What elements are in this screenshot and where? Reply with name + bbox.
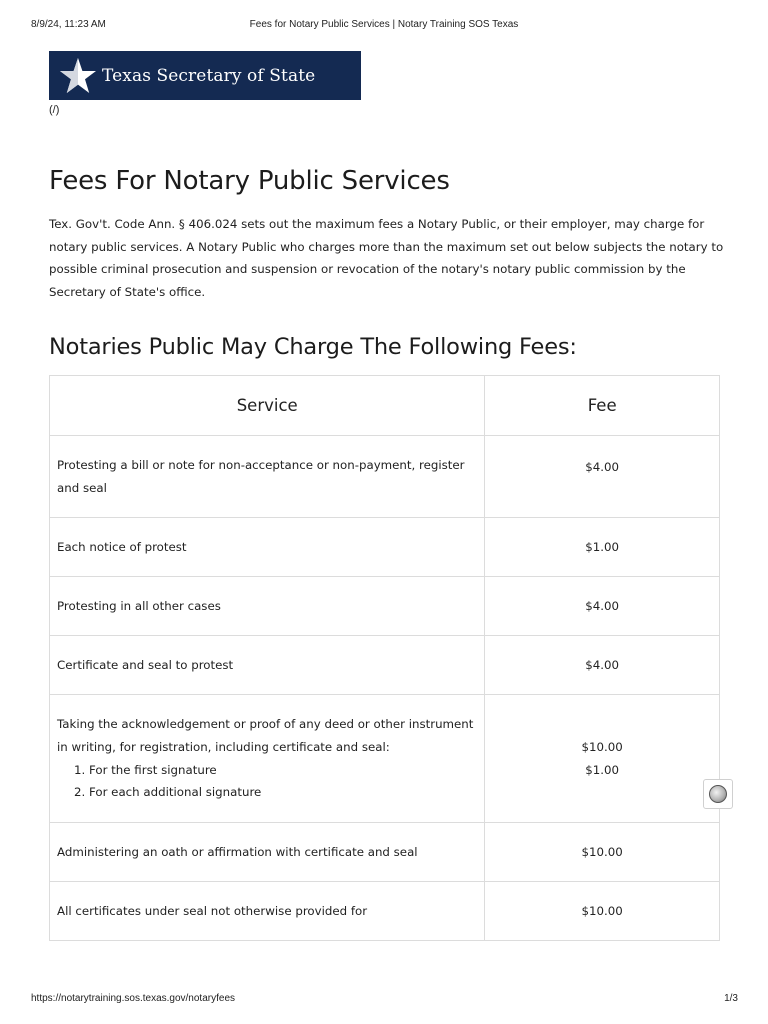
- service-cell: Administering an oath or affirmation with certificate and seal: [50, 823, 485, 882]
- table-header-row: [50, 376, 720, 436]
- print-datetime: 8/9/24, 11:23 AM: [31, 19, 106, 30]
- site-logo-text: Texas Secretary of State: [102, 65, 316, 86]
- signature-list: [57, 759, 477, 804]
- service-text: Taking the acknowledgement or proof of any deed or other instrument in writing, for registration, including certificate and seal:: [57, 717, 474, 754]
- service-cell: Protesting in all other cases: [50, 577, 485, 636]
- site-logo-banner[interactable]: [49, 51, 361, 100]
- fee-cell: [485, 695, 720, 823]
- service-cell: All certificates under seal not otherwise provided for: [50, 882, 485, 941]
- table-row: [50, 695, 720, 823]
- table-row: [50, 882, 720, 941]
- fee-additional-signature: $1.00: [585, 762, 620, 777]
- circle-icon: [709, 785, 727, 803]
- list-item: 2. For each additional signature: [89, 781, 477, 804]
- fee-cell: $4.00: [485, 636, 720, 695]
- scroll-to-top-button[interactable]: [703, 779, 733, 809]
- fee-cell: $4.00: [485, 436, 720, 518]
- header-fee: Fee: [485, 376, 720, 436]
- page-title: Fees For Notary Public Services: [49, 166, 450, 196]
- service-cell: Certificate and seal to protest: [50, 636, 485, 695]
- intro-paragraph: Tex. Gov't. Code Ann. § 406.024 sets out the maximum fees a Notary Public, or their employer, may charge for notary public services. A Notary Public who charges more than the maximum set out below subjects the notary to possible criminal prosecution and suspension or revocation of the notary's notary public commission by the Secretary of State's office.: [49, 217, 724, 299]
- table-row: [50, 518, 720, 577]
- table-row: [50, 823, 720, 882]
- table-row: [50, 436, 720, 518]
- list-item: 1. For the first signature: [89, 759, 477, 782]
- fee-cell: $4.00: [485, 577, 720, 636]
- fees-table: [49, 375, 720, 941]
- print-doc-title: Fees for Notary Public Services | Notary Training SOS Texas: [249, 19, 519, 30]
- home-link[interactable]: (/): [49, 104, 60, 116]
- service-cell: [50, 695, 485, 823]
- section-title: Notaries Public May Charge The Following Fees:: [49, 334, 577, 360]
- print-footer: [0, 993, 768, 1007]
- header-service: Service: [50, 376, 485, 436]
- print-header: [0, 0, 768, 34]
- fee-cell: $10.00: [485, 823, 720, 882]
- service-cell: Each notice of protest: [50, 518, 485, 577]
- table-row: [50, 577, 720, 636]
- table-row: [50, 636, 720, 695]
- service-cell: Protesting a bill or note for non-acceptance or non-payment, register and seal: [50, 436, 485, 518]
- print-url: https://notarytraining.sos.texas.gov/notaryfees: [31, 993, 235, 1004]
- fee-cell: $1.00: [485, 518, 720, 577]
- print-page-number: 1/3: [724, 993, 738, 1004]
- fee-first-signature: $10.00: [581, 739, 623, 754]
- fee-cell: $10.00: [485, 882, 720, 941]
- star-icon: [58, 56, 98, 96]
